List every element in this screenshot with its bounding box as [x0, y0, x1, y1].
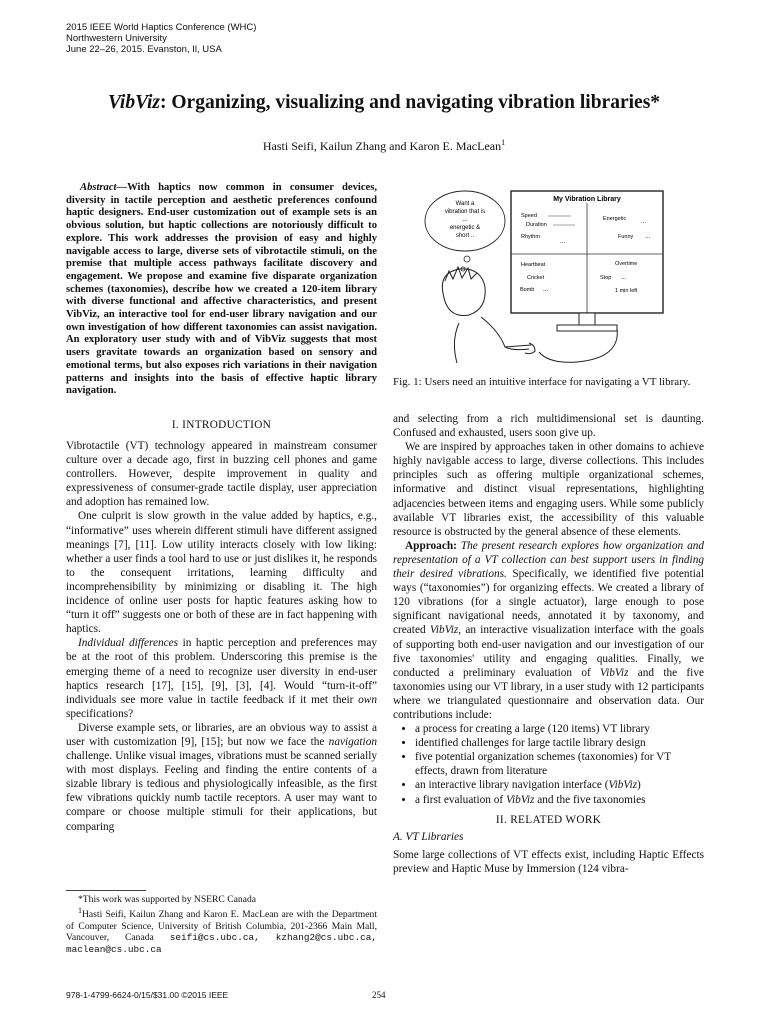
q3-label: Cricket	[527, 275, 545, 281]
italic-phrase: Individual differences	[78, 637, 179, 650]
right-column	[393, 412, 704, 876]
italic-phrase: navigation	[328, 735, 377, 748]
list-item: • five potential organization schemes (taxonomies) for VT effects, drawn from literature	[415, 750, 704, 778]
person-arm	[505, 345, 531, 347]
intro-paragraph-3	[66, 636, 377, 721]
italic-phrase: VibViz	[600, 666, 629, 679]
q4-label: Stop	[600, 275, 612, 281]
ellipsis: ...	[645, 234, 651, 240]
subsection-heading: A. VT Libraries	[393, 830, 464, 843]
section-heading-introduction: I. INTRODUCTION	[171, 419, 272, 431]
text-run: Hasti Seifi, Kailun Zhang and Karon E. MacLean are with the Department of Computer Science, University of British Columbia, 201-2366 Main Mall, Vancouver, Canada	[66, 909, 377, 944]
author-sup: 1	[501, 138, 506, 147]
paper-title	[0, 92, 768, 114]
text-run: and the five taxonomies using our VT library, in a user study with 12 participants where we triangulated questionnaire and observation data. Our contributions include:	[393, 666, 704, 721]
bubble-text: energetic &	[449, 225, 481, 231]
thought-dot	[464, 256, 470, 262]
figure-drawing	[393, 183, 705, 373]
list-item	[415, 793, 704, 807]
text-run: )	[636, 779, 641, 792]
abstract-label: Abstract—	[80, 182, 128, 193]
person-body	[454, 317, 529, 363]
q2-label: Energetic	[603, 216, 627, 222]
italic-phrase: VibViz	[608, 779, 637, 792]
conference-date: June 22–26, 2015. Evanston, Il, USA	[66, 44, 222, 55]
abstract	[66, 182, 377, 398]
q1-label: Duration	[526, 222, 547, 228]
text-run: Diverse example sets, or libraries, are an obvious way to assist a user with customization [9], [15]; but now we face the	[66, 721, 377, 748]
footnote-affiliation	[66, 905, 377, 955]
italic-phrase: VibViz	[429, 624, 459, 637]
title-italic: VibViz	[107, 92, 161, 113]
footnote-funding: *This work was supported by NSERC Canada	[78, 894, 256, 905]
approach-paragraph	[393, 539, 704, 722]
conference-name: 2015 IEEE World Haptics Conference (WHC)	[66, 22, 257, 33]
text-run: a first evaluation of	[415, 793, 506, 806]
monitor-stand	[579, 313, 595, 325]
device-cable	[539, 328, 617, 362]
text-run: challenge. Unlike visual images, vibrations must be scanned serially with most displays. Feeling and finding the entire contents of a sizable library is tedious and physiologically infeasible, as the first few vibrations quickly numb tactile receptors. A user may want to compare or choose multiple stimuli for their applications, but comparing	[66, 750, 377, 833]
ellipsis: ...	[543, 287, 549, 293]
ellipsis: ...	[560, 239, 566, 245]
conference-header	[66, 22, 256, 55]
q4-label: 1 min left	[615, 288, 638, 294]
q3-label: Heartbeat	[521, 262, 546, 268]
text-run: in haptic perception and preferences may be at the root of this problem. Underscoring this premise is the emerging theme of a need to recognize user diversity in end-user haptics research [17], [15], [9], [3], [4]. Would “turn-it-off” individuals see more value in tactile feedback if it met their	[66, 637, 377, 706]
bubble-text: short ..	[455, 233, 475, 239]
bubble-text: Want a	[455, 201, 475, 207]
email-link[interactable]: seifi@cs.ubc.ca,	[169, 932, 260, 944]
conference-venue: Northwestern University	[66, 33, 167, 44]
page-number: 254	[372, 990, 386, 1000]
bubble-text: ...	[462, 217, 468, 223]
email-link[interactable]: kzhang2@cs.ubc.ca, maclean@cs.ubc.ca	[66, 932, 377, 955]
list-item: • identified challenges for large tactile library design	[415, 736, 704, 750]
authors	[0, 138, 768, 154]
text-run: an interactive library navigation interface (	[415, 779, 609, 792]
copyright-footer: 978-1-4799-6624-0/15/$31.00 ©2015 IEEE	[66, 990, 229, 1000]
right-paragraph-2: We are inspired by approaches taken in other domains to achieve highly navigable access to large, diverse collections. This includes principles such as offering multiple organizational schemes, informative and distinct visual representations, highlighting adjacencies between items and engaging users. While some publicly available VT libraries exist, the accessibility of this valuable resource is obstructed by the general absence of these elements.	[393, 441, 704, 538]
screen-title: My Vibration Library	[553, 196, 621, 203]
italic-phrase: The present research explores how organization and representation of a VT collection can best support users in finding their desired vibrations.	[393, 539, 705, 581]
left-column	[66, 419, 377, 834]
q2-label: Funny	[618, 234, 634, 240]
intro-paragraph-1: Vibrotactile (VT) technology appeared in mainstream consumer culture over a decade ago, first in buzzing cell phones and game controllers. However, despite improvement in quality and expressiveness of consumer-grade tactile display, user appreciation and adoption has remained low.	[66, 440, 377, 509]
ellipsis: ...	[641, 219, 647, 225]
footnote-rule	[66, 890, 146, 891]
author-names: Hasti Seifi, Kailun Zhang and Karon E. MacLean	[262, 139, 502, 153]
footnotes	[66, 890, 377, 955]
q4-label: Overtime	[615, 261, 638, 267]
text-run: specifications?	[66, 707, 134, 720]
figure-1-illustration	[393, 183, 705, 373]
section-heading-related-work: II. RELATED WORK	[495, 813, 602, 826]
approach-label: Approach:	[405, 539, 457, 552]
text-run: Specifically, we identified five potential ways (“taxonomies”) for organizing effects. We created a library of 120 vibrations (for a single actuator), large enough to pose significant navigational needs, annotated it by taxonomy, and created	[393, 568, 704, 637]
list-item	[415, 778, 704, 792]
figure-caption: Fig. 1: Users need an intuitive interface for navigating a VT library.	[393, 376, 691, 388]
intro-paragraph-4	[66, 721, 377, 834]
text-run: and the five taxonomies	[534, 793, 646, 806]
list-item: • a process for creating a large (120 items) VT library	[415, 722, 704, 736]
title-rest: : Organizing, visualizing and navigating vibration libraries*	[160, 92, 661, 113]
italic-phrase: VibViz	[505, 793, 535, 806]
related-paragraph-1: Some large collections of VT effects exist, including Haptic Effects preview and Haptic Muse by Immersion (124 vibra-	[393, 848, 704, 875]
q1-label: Speed	[521, 213, 537, 219]
text-run: , an interactive visualization interface with the goals of supporting both end-user navigation and our investigation of our five taxonomies' utility and engaging qualities. Finally, we conducted a preliminary evaluation of	[393, 624, 705, 679]
q3-label: Bomb	[520, 287, 535, 293]
monitor-base	[557, 325, 617, 331]
abstract-text: With haptics now common in consumer devices, diversity in tactile perception and aesthetic preferences confound haptic designers. End-user customization out of example sets is an obvious solution, but haptic collections are notoriously difficult to explore. This work addresses the provision of easy and highly navigable access to large, diverse sets of vibrotactile stimuli, on the premise that multiple access pathways facilitate discovery and engagement. We propose and examine five disparate organization schemes (taxonomies), describe how we created a 120-item library with diverse functional and affective characteristics, and present VibViz, an interactive tool for end-user library navigation and our own investigation of how different taxonomies can assist navigation. An exploratory user study with and of VibViz suggests that most users gravitate towards an organization based on sensory and emotional terms, but also exposes rich variations in their navigation patterns and insights into the basis of effective haptic library navigation.	[66, 182, 377, 397]
q1-label: Rhythm	[521, 234, 540, 240]
contributions-list	[393, 722, 704, 807]
right-paragraph-1: and selecting from a rich multidimensional set is daunting. Confused and exhausted, users soon give up.	[393, 413, 704, 440]
footnote-sup: 1	[78, 906, 82, 916]
ellipsis: ...	[621, 275, 627, 281]
intro-paragraph-2: One culprit is slow growth in the value added by haptics, e.g., “informative” uses wherein different stimuli have different assigned meanings [7], [11]. Low utility interacts closely with low liking: whether a user finds a tool hard to use or just dislikes it, he responds to the consequent irritations, learning difficulty and incomprehensibility by minimizing or disabling it. The high incidence of online user posts for haptic features asking how to “turn it off” suggests one or both of these are in fact happening with haptics.	[66, 510, 377, 636]
italic-phrase: own	[358, 693, 377, 706]
bubble-text: vibration that is	[444, 209, 486, 215]
